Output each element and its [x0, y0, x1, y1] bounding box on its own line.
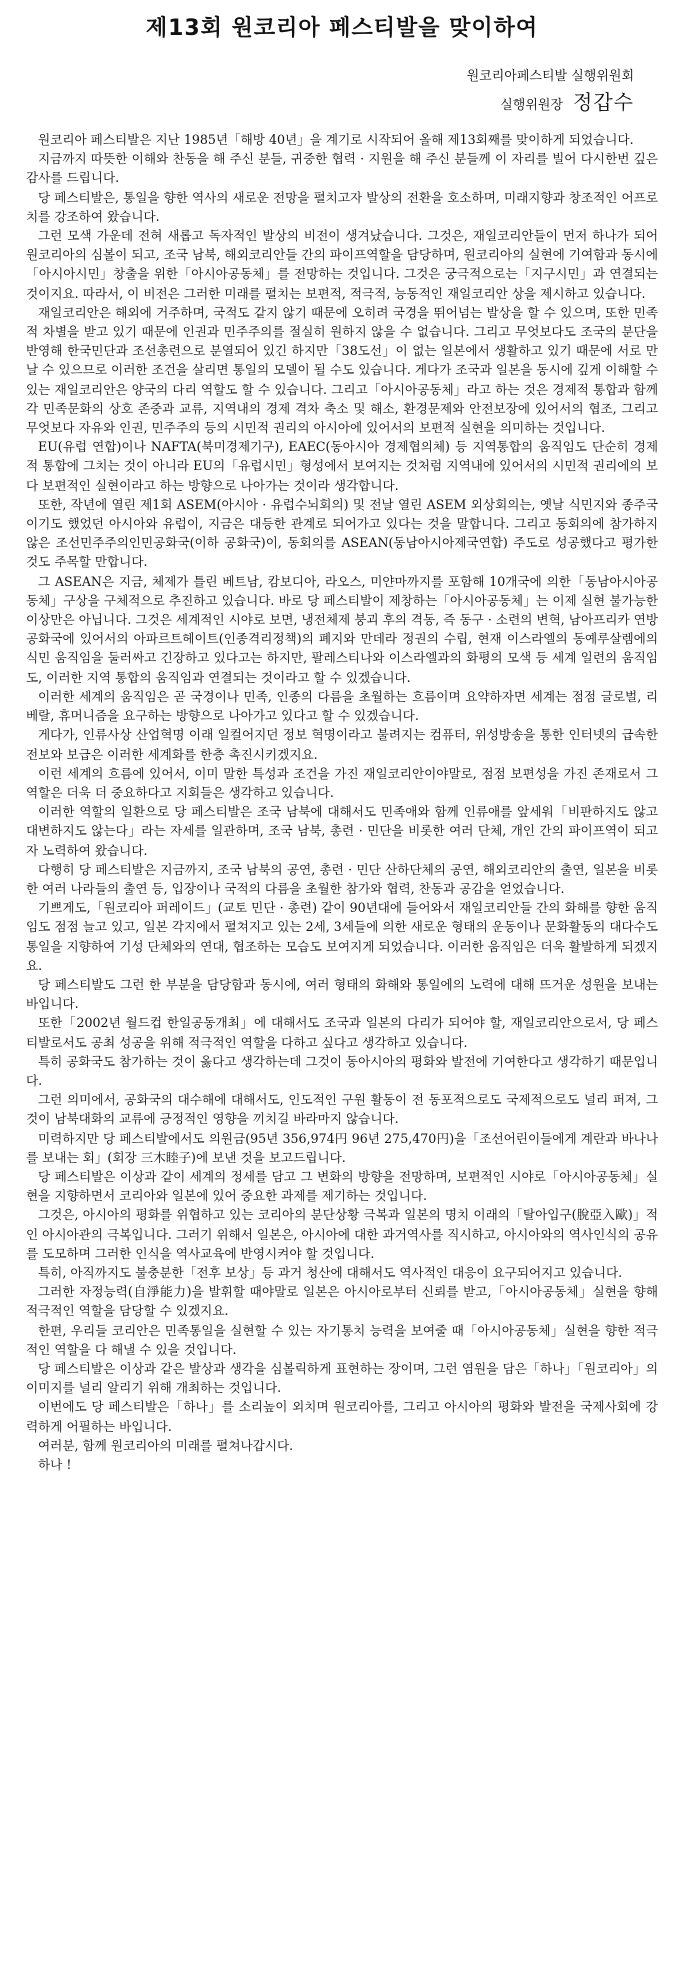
body-paragraph: 그런 모색 가운데 전혀 새롭고 독자적인 발상의 비전이 생겨났습니다. 그것은, 재일코리안들이 먼저 하나가 되어 원코리아의 심볼이 되고, 조국 남북, 해외코리안들 간의 파이프역할을 담당하며, 원코리아의 실현에 기여함과 동시에「아시아시민」창출을 위한「아시아공동체」를 전망하는 것입니다. 그것은 궁극적으로는「지구시민」과 연결되는 것이지요. 따라서, 이 비전은 그러한 미래를 펼치는 보편적, 적극적, 능동적인 재일코리안 상을 제시하고 있습니다.: [26, 228, 658, 301]
signature-block: [26, 66, 658, 120]
body-paragraph: 이러한 세계의 움직임은 곧 국경이나 민족, 인종의 다름을 초월하는 흐름이며 요약하자면 세계는 점점 글로벌, 리베랄, 휴머니즘을 요구하는 방향으로 나아가고 있다고 할 수 있겠습니다.: [26, 688, 658, 724]
body-paragraph: 당 페스티발은 이상과 같은 발상과 생각을 심볼릭하게 표현하는 장이며, 그런 염원을 담은「하나」「원코리아」의 이미지를 널리 알리기 위해 개최하는 것입니다.: [26, 1361, 658, 1396]
letter-body: [26, 130, 658, 1474]
body-paragraph: 또한, 작년에 열린 제1회 ASEM(아시아 · 유럽수뇌회의) 및 전날 열린 ASEM 외상회의는, 옛날 식민지와 종주국이기도 했었던 아시아와 유럽이, 지금은 대등한 관계로 되어가고 있다는 것을 말합니다. 그리고 동회의에 참가하지 않은 조선민주주의인민공화국(이하 공화국)이, 동회의를 ASEAN(동남아시아제국연합) 주도로 성공했다고 평가한 것도 주목할 만합니다.: [26, 496, 658, 570]
body-paragraph: 그것은, 아시아의 평화를 위협하고 있는 코리아의 분단상황 극복과 일본의 명치 이래의「탈아입구(脫亞入歐)」적인 아시아관의 극복입니다. 그러기 위해서 일본은, 아시아에 대한 과거역사를 직시하고, 아시아와의 역사인식의 공유를 도모하며 그러한 인식을 역사교육에 반영시켜야 할 것입니다.: [26, 1207, 658, 1261]
body-paragraph: 원코리아 페스티발은 지난 1985년「해방 40년」을 계기로 시작되어 올해 제13회째를 맞이하게 되었습니다.: [38, 132, 634, 147]
body-paragraph: 그러한 자정능력(自淨能力)을 발휘할 때야말로 일본은 아시아로부터 신뢰를 받고,「아시아공동체」실현을 향해 적극적인 역할을 담당할 수 있겠지요.: [26, 1284, 658, 1319]
body-paragraph: 여러분, 함께 원코리아의 미래를 펼쳐나갑시다.: [38, 1437, 294, 1453]
body-paragraph: 당 페스티발도 그런 한 부분을 담당함과 동시에, 여러 형태의 화해와 통일에의 노력에 대해 뜨거운 성원을 보내는 바입니다.: [26, 976, 658, 1012]
page-title: 제13회 원코리아 페스티발을 맞이하여: [145, 16, 539, 41]
body-paragraph: 한편, 우리들 코리안은 민족통일을 실현할 수 있는 자기통치 능력을 보여줄 때「아시아공동체」실현을 향한 적극적인 역할을 다 해낼 수 있을 것입니다.: [26, 1322, 658, 1357]
body-paragraph: 이러한 역할의 일환으로 당 페스티발은 조국 남북에 대해서도 민족애와 함께 인류애를 앞세워「비판하지도 않고 대변하지도 않는다」라는 자세를 일관하며, 조국 남북, 총련 · 민단을 비롯한 여러 단체, 개인 간의 파이프역이 되고자 노력하여 왔습니다.: [26, 804, 658, 858]
body-paragraph: 게다가, 인류사상 산업혁명 이래 일컬어지던 정보 혁명이라고 불려지는 컴퓨터, 위성방송을 통한 인터넷의 급속한 전보와 보급은 이러한 세계화를 한층 촉진시키겠지요.: [26, 727, 658, 762]
body-paragraph: EU(유럽 연합)이나 NAFTA(북미경제기구), EAEC(동아시아 경제협의체) 등 지역통합의 움직임도 단순히 경제적 통합에 그치는 것이 아니라 EU의「유럽시민」형성에서 보여지는 것처럼 지역내에 있어서의 시민적 권리에의 보다 보편적인 실현이라고 하는 방향으로 나아가는 것이라 생각합니다.: [26, 439, 658, 493]
body-paragraph: 이번에도 당 페스티발은「하나」를 소리높이 외치며 원코리아를, 그리고 아시아의 평화와 발전을 국제사회에 강력하게 어필하는 바입니다.: [26, 1399, 658, 1434]
body-paragraph: 재일코리안은 해외에 거주하며, 국적도 같지 않기 때문에 오히려 국경을 뛰어넘는 발상을 할 수 있으며, 또한 민족적 차별을 받고 있기 때문에 인권과 민주주의를 절실히 원하지 않을 수 없습니다. 그리고 무엇보다도 조국의 분단을 반영해 한국민단과 조선총련으로 분열되어 있긴 하지만「38도선」이 없는 일본에서 생활하고 있기 때문에 서로 만날 수 있으므로 이러한 조건을 살리면 통일의 모델이 될 수도 있습니다. 게다가 조국과 일본을 동시에 깊게 이해할 수 있는 재일코리안은 양국의 다리 역할도 할 수 있습니다. 그리고「아시아공동체」라고 하는 것은 경제적 통합과 함께 각 민족문화의 상호 존중과 교류, 지역내의 경제 격차 축소 및 해소, 환경문제와 안전보장에 있어서의 협조, 그리고 무엇보다 자유와 인권, 민주주의 등의 시민적 권리의 아시아에 있어서의 보편적 실현을 의미하는 것입니다.: [26, 304, 658, 436]
body-paragraph: 기쁘게도,「원코리아 퍼레이드」(교토 민단 · 총련) 같이 90년대에 들어와서 재일코리안들 간의 화해를 향한 움직임도 점점 늘고 있고, 일본 각지에서 펼쳐지고 있는 2세, 3세들에 의한 새로운 형태의 운동이나 문화활동의 대다수도 통일을 지향하여 기성 단체와의 연대, 협조하는 모습도 보여지게 되었습니다. 이러한 움직임은 더욱 활발하게 되겠지요.: [26, 900, 658, 973]
body-paragraph: 미력하지만 당 페스티발에서도 의원금(95년 356,974円 96년 275,470円)을「조선어린이들에게 계란과 바나나를 보내는 회」(회장 三木睦子)에 보낸 것을 보고드립니다.: [26, 1130, 658, 1165]
signature-role: 실행위원장: [500, 98, 564, 113]
body-paragraph: 이런 세계의 흐름에 있어서, 이미 말한 특성과 조건을 가진 재일코리안이야말로, 점점 보편성을 가진 존재로서 그 역할은 더욱 더 중요하다고 지회들은 생각하고 있습니다.: [26, 765, 658, 800]
body-paragraph: 그 ASEAN은 지금, 체제가 틀린 베트남, 캄보디아, 라오스, 미얀마까지를 포함해 10개국에 의한「동남아시아공동체」구상을 구체적으로 추진하고 있습니다. 바로 당 페스티발이 제창하는「아시아공동체」는 이제 실현 불가능한 이상만은 아닙니다. 그것은 세계적인 시야로 보면, 냉전체제 붕괴 후의 격동, 즉 동구 · 소련의 변혁, 남아프리카 연방공화국에 있어서의 아파르트헤이트(인종격리정책)의 폐지와 만데라 정권의 수립, 현재 이스라엘의 동예루살렘에의 식민 움직임을 둘러싸고 긴장하고 있다고는 하지만, 팔레스티나와 이스라엘과의 화평의 모색 등 세계 일련의 움직임도, 이러한 지역 통합의 움직임과 연결되는 것이라고 할 수 있겠습니다.: [26, 573, 658, 685]
body-paragraph: 지금까지 따뜻한 이해와 찬동을 해 주신 분들, 귀중한 협력 · 지원을 해 주신 분들께 이 자리를 빌어 다시한번 깊은 감사를 드립니다.: [26, 151, 658, 186]
body-paragraph: 또한「2002년 월드컵 한일공동개최」에 대해서도 조국과 일본의 다리가 되어야 할, 재일코리안으로서, 당 페스티발로서도 공최 성공을 위해 적극적인 역할을 다하고 싶다고 생각하고 있습니다.: [26, 1015, 658, 1050]
signature-name: 정갑수: [573, 90, 634, 114]
body-paragraph: 당 페스티발은, 통일을 향한 역사의 새로운 전망을 펼치고자 발상의 전환을 호소하며, 미래지향과 창조적인 어프로치를 강조하여 왔습니다.: [26, 189, 658, 224]
body-paragraph: 당 페스티발은 이상과 같이 세계의 정세를 담고 그 변화의 방향을 전망하며, 보편적인 시야로「아시아공동체」실현을 지향하면서 코리아와 일본에 있어 중요한 과제를 제기하는 것입니다.: [26, 1168, 658, 1204]
body-paragraph: 특히 공화국도 참가하는 것이 옳다고 생각하는데 그것이 동아시아의 평화와 발전에 기여한다고 생각하기 때문입니다.: [26, 1053, 658, 1088]
signature-line: [26, 88, 634, 120]
body-paragraph: 특히, 아직까지도 불충분한「전후 보상」등 과거 청산에 대해서도 역사적인 대응이 요구되어지고 있습니다.: [38, 1264, 623, 1280]
body-paragraph: 하나 !: [38, 1457, 72, 1473]
body-paragraph: 그런 의미에서, 공화국의 대수해에 대해서도, 인도적인 구원 활동이 전 동포적으로도 국제적으로도 널리 퍼져, 그것이 남북대화의 교류에 긍정적인 영향을 끼치길 바라마지 않습니다.: [26, 1092, 658, 1127]
signature-organization: 원코리아페스티발 실행위원회: [466, 69, 634, 84]
body-paragraph: 다행히 당 페스티발은 지금까지, 조국 남북의 공연, 총련 · 민단 산하단체의 공연, 해외코리안의 출연, 일본을 비롯한 여러 나라들의 출연 등, 입장이나 국적의 다름을 초월한 참가와 협력, 찬동과 공감을 얻었습니다.: [26, 861, 658, 896]
